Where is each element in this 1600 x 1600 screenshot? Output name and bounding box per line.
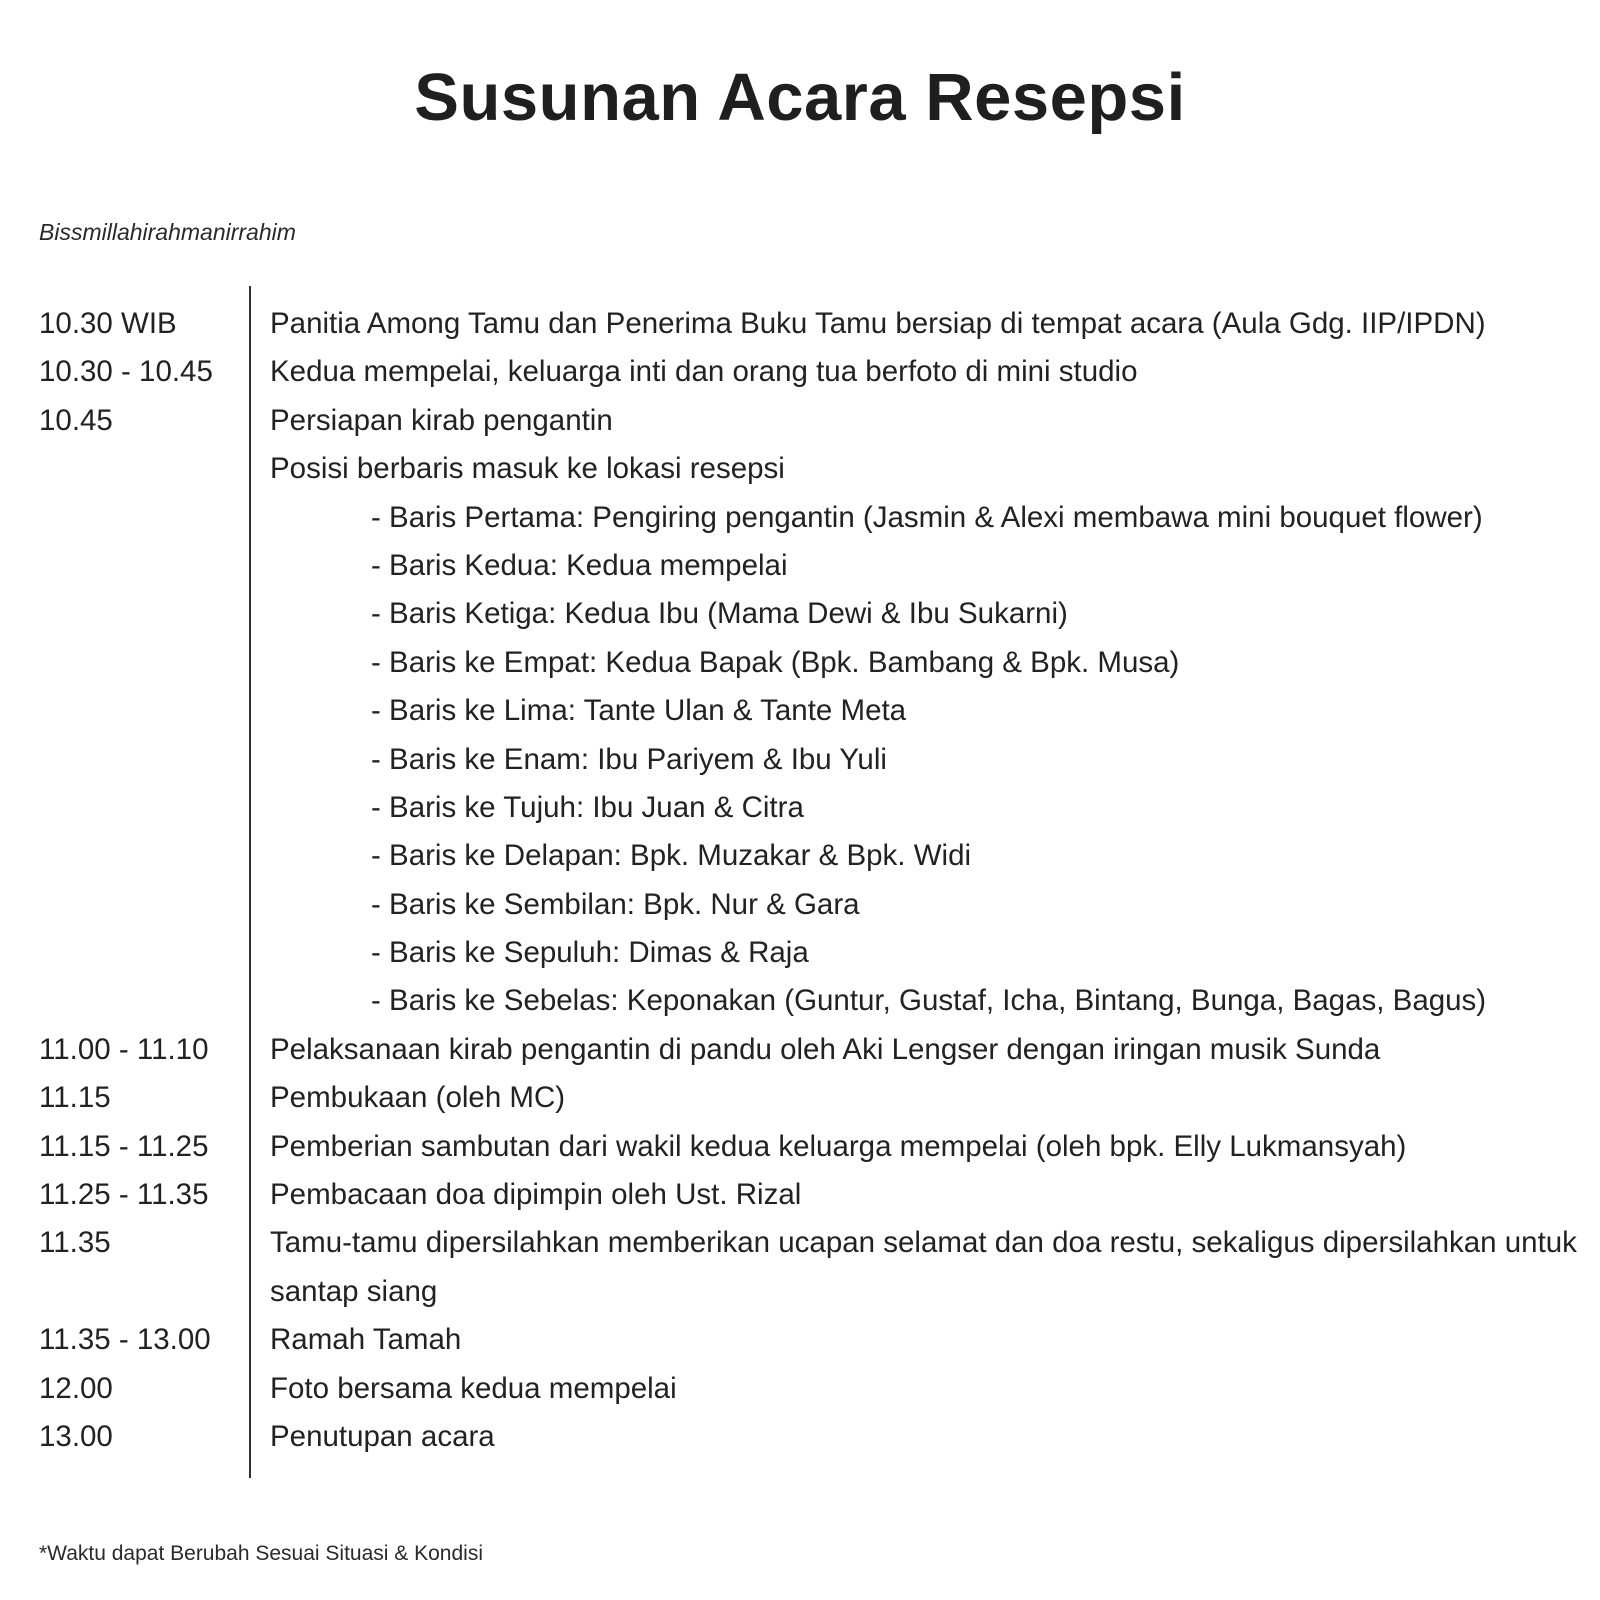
schedule-row — [39, 300, 1584, 348]
schedule-row — [39, 397, 1584, 445]
schedule-desc: Pembukaan (oleh MC) — [270, 1081, 566, 1115]
schedule-time: 11.35 — [39, 1226, 111, 1260]
opening-invocation: Bissmillahirahmanirrahim — [39, 219, 296, 245]
lineup-item: - Baris ke Delapan: Bpk. Muzakar & Bpk. Widi — [371, 839, 972, 873]
lineup-row — [39, 494, 1584, 542]
schedule-row — [39, 348, 1584, 396]
lineup-item: - Baris ke Sebelas: Keponakan (Guntur, Gustaf, Icha, Bintang, Bunga, Bagas, Bagus) — [371, 984, 1487, 1018]
schedule-desc: Panitia Among Tamu dan Penerima Buku Tamu bersiap di tempat acara (Aula Gdg. IIP/IPDN) — [270, 307, 1486, 340]
schedule-desc: Foto bersama kedua mempelai — [270, 1371, 677, 1405]
lineup-item: - Baris ke Enam: Ibu Pariyem & Ibu Yuli — [371, 742, 887, 776]
schedule-desc: Persiapan kirab pengantin — [270, 403, 613, 437]
schedule-row — [39, 445, 1584, 493]
schedule-row — [39, 1316, 1584, 1364]
lineup-row — [39, 542, 1584, 590]
schedule-desc: Pelaksanaan kirab pengantin di pandu oleh Aki Lengser dengan iringan musik Sunda — [270, 1032, 1381, 1066]
schedule-desc: Ramah Tamah — [270, 1323, 462, 1357]
lineup-item: - Baris ke Sembilan: Bpk. Nur & Gara — [371, 887, 860, 921]
schedule-desc: Penutupan acara — [270, 1420, 495, 1453]
page-title: Susunan Acara Resepsi — [414, 60, 1186, 135]
lineup-row — [39, 977, 1584, 1025]
lineup-item: - Baris ke Lima: Tante Ulan & Tante Meta — [371, 694, 907, 728]
lineup-row — [39, 687, 1584, 735]
schedule-time: 11.15 — [39, 1081, 111, 1115]
footnote: *Waktu dapat Berubah Sesuai Situasi & Kondisi — [39, 1542, 483, 1565]
schedule-row — [39, 1365, 1584, 1413]
schedule-time: 12.00 — [39, 1371, 113, 1405]
schedule-row — [39, 1413, 1584, 1461]
schedule-time: 11.00 - 11.10 — [39, 1032, 209, 1066]
schedule-time: 10.30 WIB — [39, 307, 177, 340]
schedule-desc: Kedua mempelai, keluarga inti dan orang tua berfoto di mini studio — [270, 355, 1138, 389]
schedule-desc: Pemberian sambutan dari wakil kedua keluarga mempelai (oleh bpk. Elly Lukmansyah) — [270, 1129, 1407, 1163]
schedule-time: 10.45 — [39, 403, 113, 437]
lineup-item: - Baris Kedua: Kedua mempelai — [371, 548, 788, 582]
lineup-row — [39, 929, 1584, 977]
schedule-row — [39, 1171, 1584, 1219]
schedule-desc: Tamu-tamu dipersilahkan memberikan ucapan selamat dan doa restu, sekaligus dipersilahkan untuk santap siang — [270, 1226, 1577, 1308]
lineup-item: - Baris Pertama: Pengiring pengantin (Jasmin & Alexi membawa mini bouquet flower) — [371, 500, 1483, 534]
schedule-row — [39, 1026, 1584, 1074]
lineup-row — [39, 639, 1584, 687]
schedule-desc: Pembacaan doa dipimpin oleh Ust. Rizal — [270, 1178, 802, 1212]
lineup-row — [39, 832, 1584, 880]
schedule-row — [39, 1219, 1584, 1316]
schedule-time: 10.30 - 10.45 — [39, 355, 213, 389]
lineup-row — [39, 784, 1584, 832]
lineup-row — [39, 881, 1584, 929]
schedule-list — [39, 300, 1584, 1461]
schedule-row — [39, 1123, 1584, 1171]
schedule-desc: Posisi berbaris masuk ke lokasi resepsi — [270, 452, 785, 486]
schedule-time: 13.00 — [39, 1420, 113, 1453]
schedule-time: 11.25 - 11.35 — [39, 1178, 209, 1212]
schedule-row — [39, 1074, 1584, 1122]
lineup-item: - Baris Ketiga: Kedua Ibu (Mama Dewi & Ibu Sukarni) — [371, 597, 1068, 631]
lineup-row — [39, 736, 1584, 784]
lineup-item: - Baris ke Sepuluh: Dimas & Raja — [371, 936, 809, 970]
lineup-item: - Baris ke Empat: Kedua Bapak (Bpk. Bambang & Bpk. Musa) — [371, 645, 1180, 679]
lineup-item: - Baris ke Tujuh: Ibu Juan & Citra — [371, 790, 804, 824]
schedule-time: 11.15 - 11.25 — [39, 1129, 209, 1163]
lineup-row — [39, 590, 1584, 638]
schedule-time: 11.35 - 13.00 — [39, 1323, 211, 1357]
